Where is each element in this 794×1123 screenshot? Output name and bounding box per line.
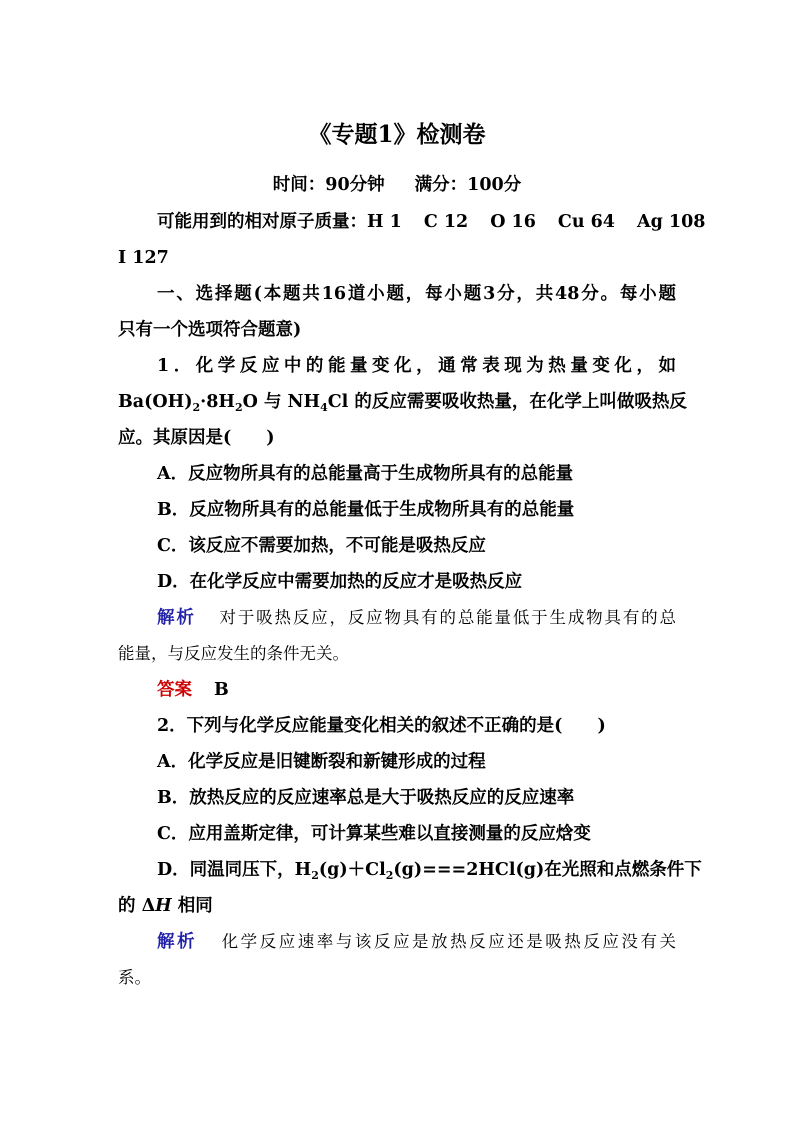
section-heading-cont: 只有一个选项符合题意) bbox=[118, 320, 302, 340]
atomic-mass-item: Ag 108 bbox=[637, 212, 706, 232]
analysis-label: 解析 bbox=[157, 608, 196, 628]
atomic-mass-item: Cu 64 bbox=[557, 212, 615, 232]
analysis-2-cont: 系。 bbox=[118, 968, 151, 987]
option-a: A．反应物所具有的总能量高于生成物所具有的总能量 bbox=[157, 464, 574, 484]
analysis-text: 化学反应速率与该反应是放热反应还是吸热反应没有关 bbox=[219, 932, 677, 951]
option-a: A．化学反应是旧键断裂和新键形成的过程 bbox=[157, 752, 486, 772]
option-c: C．该反应不需要加热，不可能是吸热反应 bbox=[157, 536, 486, 556]
atomic-mass-item: H 1 bbox=[367, 212, 402, 232]
atomic-mass-line bbox=[157, 204, 706, 240]
analysis-1-cont: 能量，与反应发生的条件无关。 bbox=[118, 644, 349, 663]
option-c: C．应用盖斯定律，可计算某些难以直接测量的反应焓变 bbox=[157, 824, 591, 844]
question-1-stem-line3: 应。其原因是( ) bbox=[118, 428, 275, 448]
analysis-label: 解析 bbox=[157, 932, 198, 952]
atomic-mass-prefix: 可能用到的相对原子质量： bbox=[157, 212, 367, 232]
answer-value: B bbox=[214, 680, 229, 700]
full-score: 满分：100分 bbox=[414, 175, 522, 195]
atomic-mass-item: C 12 bbox=[423, 212, 469, 232]
question-2-stem: 2．下列与化学反应能量变化相关的叙述不正确的是( ) bbox=[157, 716, 606, 736]
exam-meta bbox=[0, 167, 794, 203]
page-title: 《专题1》检测卷 bbox=[308, 121, 486, 148]
time-limit: 时间：90分钟 bbox=[272, 175, 385, 195]
atomic-mass-last: I 127 bbox=[118, 248, 169, 268]
answer-label: 答案 bbox=[157, 680, 192, 700]
question-1-stem: 1．化学反应中的能量变化，通常表现为热量变化，如 bbox=[157, 356, 676, 376]
answer-1 bbox=[157, 672, 676, 708]
analysis-2 bbox=[157, 924, 676, 960]
option-d-cont: 的 ΔH 相同 bbox=[118, 896, 213, 916]
option-d: D．同温同压下，$H_2(g)+Cl_2(g)===2HCl(g)$在光照和点燃条件下 bbox=[157, 860, 702, 882]
option-d: D．在化学反应中需要加热的反应才是吸热反应 bbox=[157, 572, 523, 592]
section-heading: 一、选择题(本题共16道小题，每小题3分，共48分。每小题 bbox=[157, 284, 676, 304]
option-b: B．放热反应的反应速率总是大于吸热反应的反应速率 bbox=[157, 788, 575, 808]
question-1-stem-line2: $Ba(OH)_2\cdot 8H_2O$ 与 $NH_4Cl$ 的反应需要吸收热量，在化学上叫做吸热反 bbox=[118, 392, 687, 414]
atomic-mass-item: O 16 bbox=[490, 212, 536, 232]
analysis-1 bbox=[157, 600, 676, 636]
option-b: B．反应物所具有的总能量低于生成物所具有的总能量 bbox=[157, 500, 575, 520]
analysis-text: 对于吸热反应，反应物具有的总能量低于生成物具有的总 bbox=[217, 608, 677, 627]
